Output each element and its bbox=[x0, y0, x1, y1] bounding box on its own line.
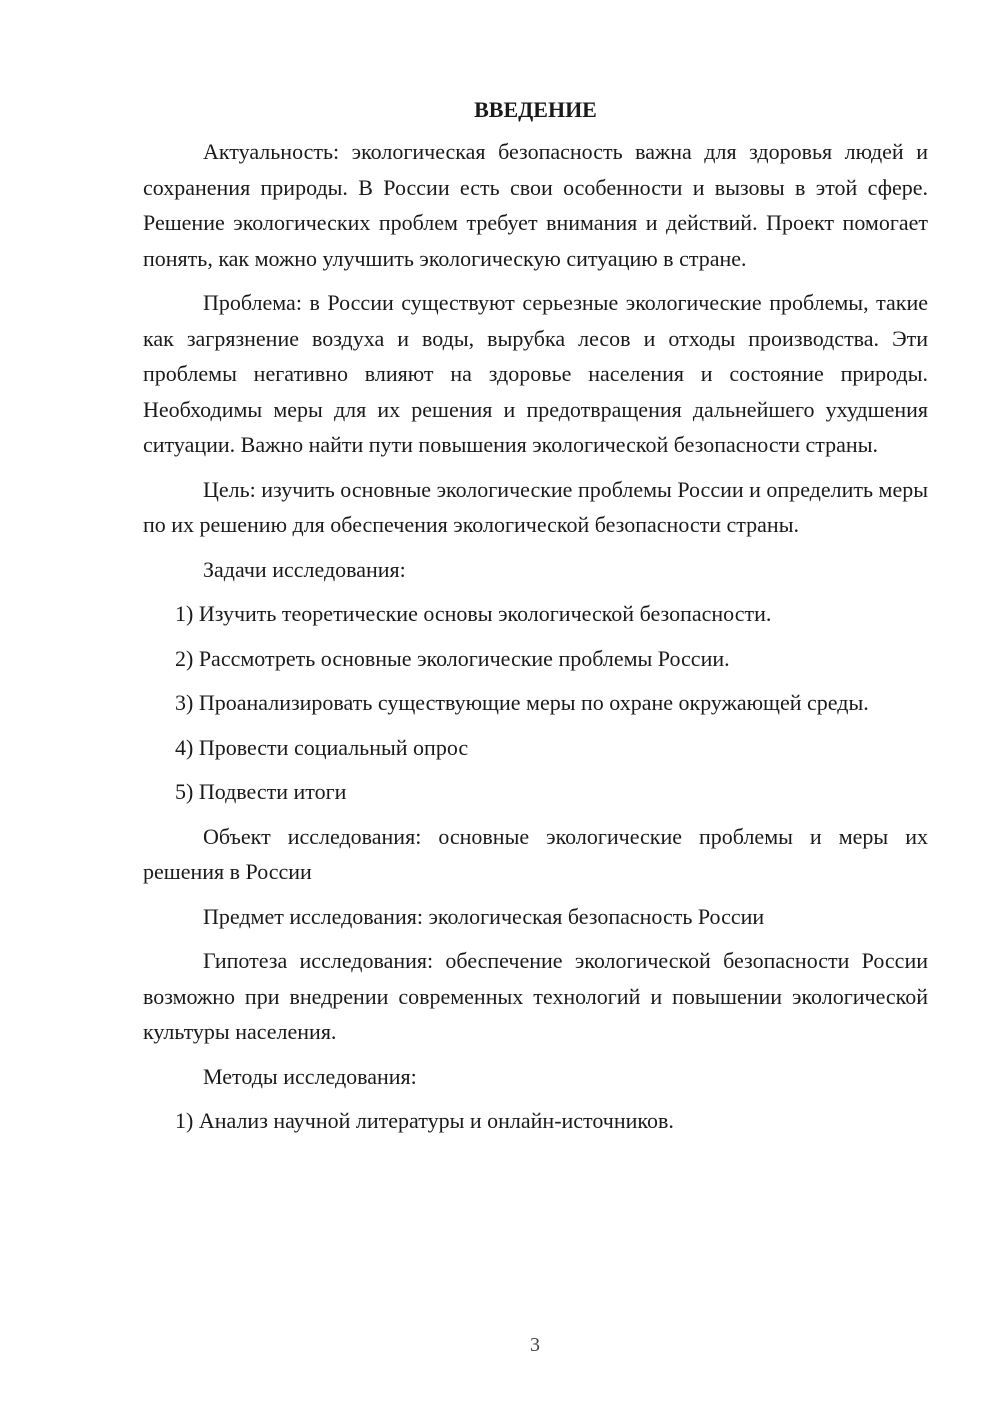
page-number: 3 bbox=[530, 1334, 540, 1356]
problem-paragraph: Проблема: в России существуют серьезные экологические проблемы, такие как загрязнение воздуха и воды, вырубка лесов и отходы производства. Эти проблемы негативно влияют на здоровье населения и состояние природы. Необходимы меры для их решения и предотвращения дальнейшего ухудшения ситуации. Важно найти пути повышения экологической безопасности страны. bbox=[143, 290, 928, 457]
relevance-paragraph: Актуальность: экологическая безопасность важна для здоровья людей и сохранения природы. В России есть свои особенности и вызовы в этой сфере. Решение экологических проблем требует внимания и действий. Проект помогает понять, как можно улучшить экологическую ситуацию в стране. bbox=[143, 139, 928, 271]
hypothesis-paragraph: Гипотеза исследования: обеспечение экологической безопасности России возможно при внедрении современных технологий и повышении экологической культуры населения. bbox=[143, 948, 928, 1044]
page-title: ВВЕДЕНИЕ bbox=[474, 97, 597, 122]
method-item-1: 1) Анализ научной литературы и онлайн-источников. bbox=[175, 1108, 674, 1133]
task-item-5: 5) Подвести итоги bbox=[175, 779, 347, 804]
tasks-heading: Задачи исследования: bbox=[203, 556, 406, 582]
object-paragraph: Объект исследования: основные экологические проблемы и меры их решения в России bbox=[143, 823, 928, 884]
subject-paragraph: Предмет исследования: экологическая безопасность России bbox=[203, 903, 765, 929]
task-item-2: 2) Рассмотреть основные экологические проблемы России. bbox=[175, 645, 730, 671]
methods-heading: Методы исследования: bbox=[203, 1063, 417, 1089]
task-item-1: 1) Изучить теоретические основы экологической безопасности. bbox=[175, 601, 772, 626]
task-item-4: 4) Провести социальный опрос bbox=[175, 734, 469, 760]
document-page bbox=[143, 92, 928, 1148]
goal-paragraph: Цель: изучить основные экологические проблемы России и определить меры по их решению для обеспечения экологической безопасности страны. bbox=[143, 476, 928, 537]
task-item-3: 3) Проанализировать существующие меры по охране окружающей среды. bbox=[175, 690, 869, 715]
